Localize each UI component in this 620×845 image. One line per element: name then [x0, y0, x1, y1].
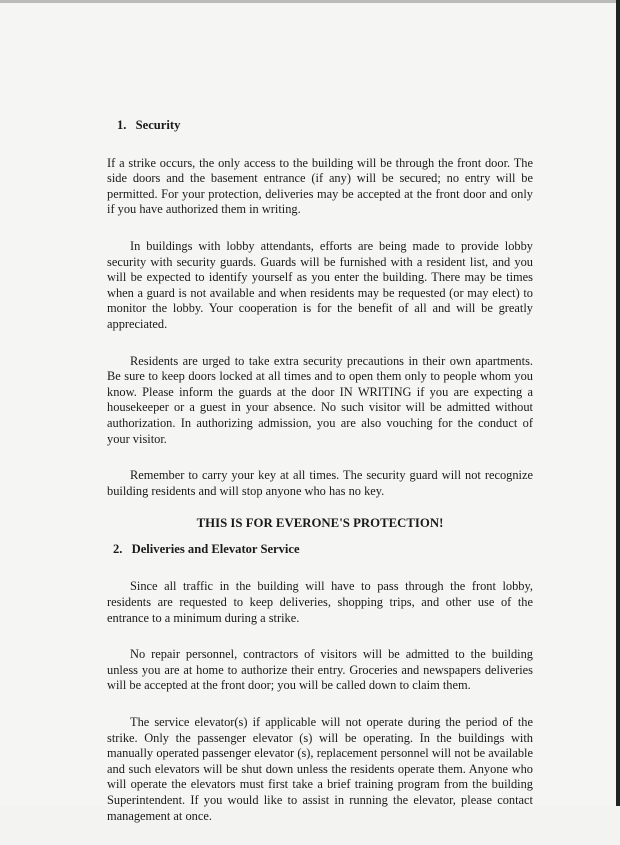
scan-right-edge	[616, 0, 620, 806]
deliveries-paragraph-2: No repair personnel, contractors of visitors will be admitted to the building unless you are at home to authorize their entry. Groceries and newspapers deliveries will be accepted at the front door; you will be called down to claim them.	[107, 647, 533, 693]
section-2-heading	[113, 542, 533, 558]
security-paragraph-2: In buildings with lobby attendants, efforts are being made to provide lobby security with security guards. Guards will be furnished with a resident list, and you will be expected to identify yourself as you enter the building. There may be times when a guard is not available and when residents may be requested (or may elect) to monitor the lobby. Your cooperation is for the benefit of all and will be greatly appreciated.	[107, 238, 533, 331]
section-1-title: Security	[135, 118, 181, 132]
protection-banner: THIS IS FOR EVERONE'S PROTECTION!	[196, 516, 444, 531]
section-2-number: 2.	[113, 541, 123, 556]
scan-top-edge	[0, 0, 620, 3]
section-2-title: Deliveries and Elevator Service	[131, 541, 300, 556]
section-1-number: 1.	[117, 118, 127, 132]
security-paragraph-4: Remember to carry your key at all times. The security guard will not recognize building residents and will stop anyone who has no key.	[107, 468, 533, 498]
deliveries-paragraph-3: The service elevator(s) if applicable will not operate during the period of the strike. Only the passenger elevator (s) will be operating. In the buildings with manually operated passenger elevator (s), replacement personnel will not be available and such elevators will be shut down unless the residents operate them. Anyone who will operate the elevators must first take a brief training program from the building Superintendent. If you would like to assist in running the elevator, please contact management at once.	[107, 715, 533, 823]
deliveries-paragraph-1: Since all traffic in the building will have to pass through the front lobby, residents are requested to keep deliveries, shopping trips, and other use of the entrance to a minimum during a strike.	[107, 579, 533, 625]
document-body	[107, 118, 533, 845]
section-1-heading	[117, 118, 533, 134]
security-paragraph-3: Residents are urged to take extra security precautions in their own apartments. Be sure to keep doors locked at all times and to open them only to people whom you know. Please inform the guards at the door IN WRITING if you are expecting a housekeeper or a guest in your absence. No such visitor will be admitted without authorization. In authorizing admission, you are also vouching for the conduct of your visitor.	[107, 353, 533, 446]
security-paragraph-1: If a strike occurs, the only access to the building will be through the front door. The side doors and the basement entrance (if any) will be secured; no entry will be permitted. For your protection, deliveries may be accepted at the front door and only if you have authorized them in writing.	[107, 155, 533, 217]
